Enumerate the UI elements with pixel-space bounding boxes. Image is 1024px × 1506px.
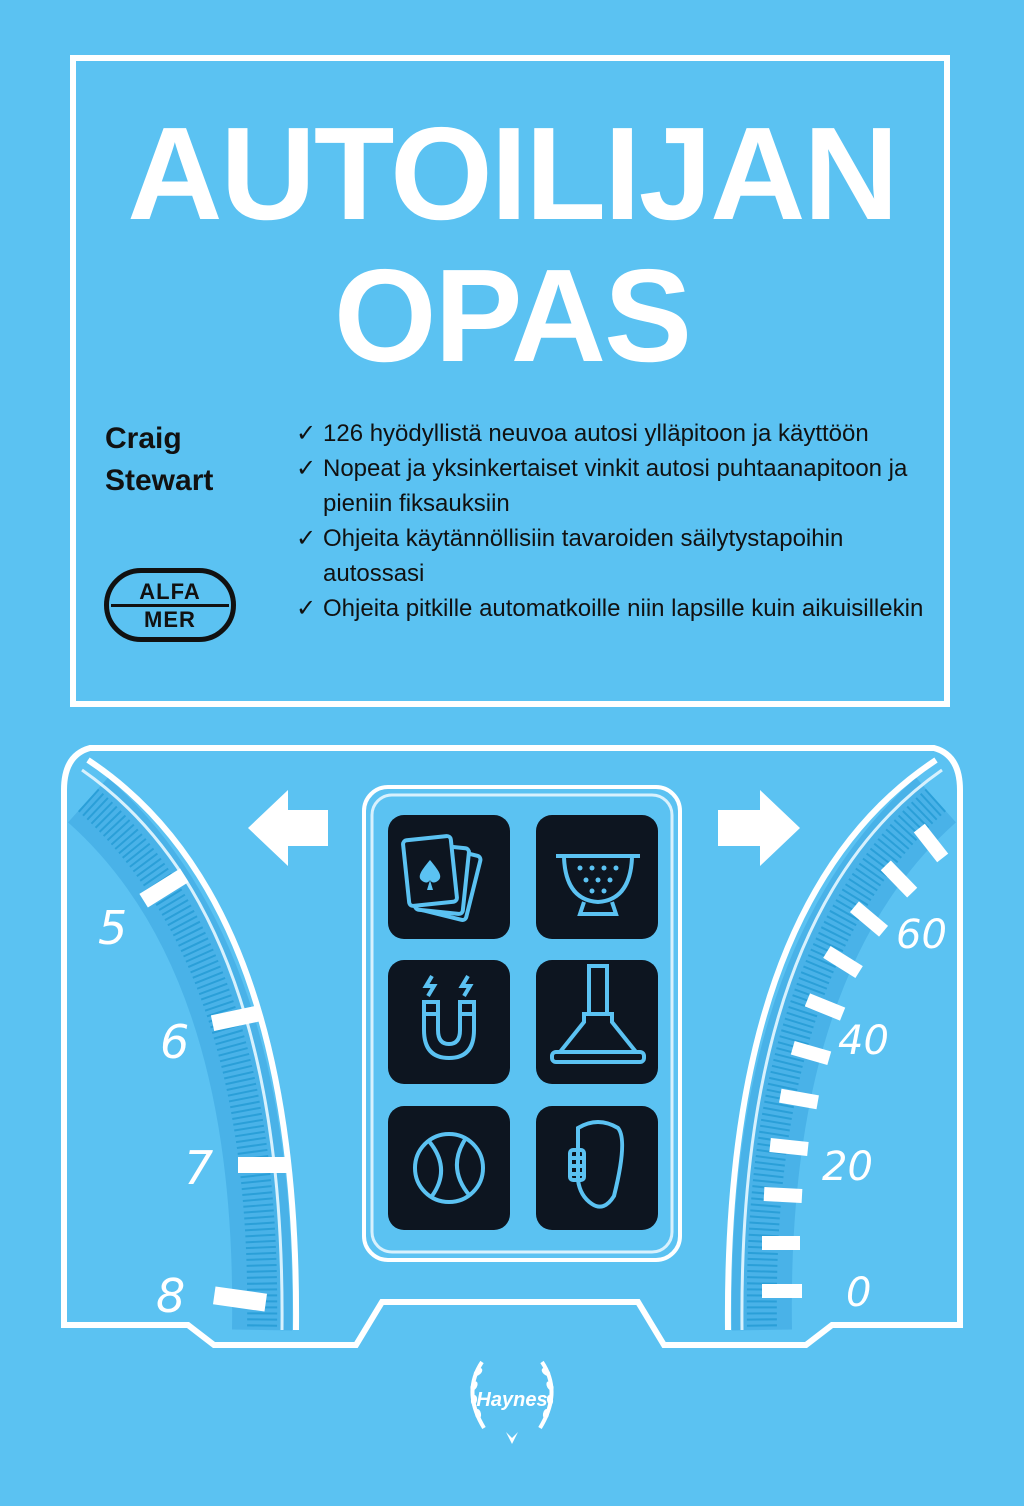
arrow-right-icon (718, 790, 800, 866)
feature-text: Ohjeita käytännöllisiin tavaroiden säilytystapoihin autossasi (323, 525, 844, 587)
author-last-name: Stewart (105, 464, 214, 497)
playing-cards-icon (403, 836, 482, 921)
publisher-logo-line1: ALFA (139, 578, 201, 604)
feature-text: 126 hyödyllistä neuvoa autosi ylläpitoon ja käyttöön (323, 420, 869, 447)
right-gauge-label: 20 (822, 1144, 873, 1190)
icon-tile (536, 815, 658, 939)
feature-text: Ohjeita pitkille automatkoille niin lapsille kuin aikuisillekin (323, 595, 924, 622)
title-line-2: OPAS (333, 242, 691, 389)
icon-tile (388, 960, 510, 1084)
left-gauge-label: 7 (184, 1141, 214, 1195)
title-line-1: AUTOILIJAN (127, 100, 897, 247)
icon-tile (536, 960, 658, 1084)
check-icon: ✓ (296, 455, 317, 482)
arrow-left-icon (248, 790, 328, 866)
check-icon: ✓ (296, 595, 317, 622)
left-gauge-label: 8 (156, 1269, 186, 1323)
right-major-tick (762, 1236, 800, 1250)
check-icon: ✓ (296, 525, 317, 552)
haynes-logo (469, 1362, 555, 1444)
right-gauge-label: 40 (838, 1018, 889, 1064)
right-major-tick (764, 1187, 803, 1203)
right-major-tick (762, 1284, 802, 1298)
left-gauge-label: 6 (160, 1015, 190, 1069)
author-first-name: Craig (105, 422, 182, 455)
icon-tile (388, 1106, 510, 1230)
feature-text: Nopeat ja yksinkertaiset vinkit autosi puhtaanapitoon ja pieniin fiksauksiin (323, 455, 908, 517)
check-icon: ✓ (296, 420, 317, 447)
left-gauge-label: 5 (98, 901, 128, 955)
left-major-tick (238, 1157, 288, 1173)
right-gauge-label: 0 (846, 1270, 872, 1316)
icon-tile (536, 1106, 658, 1230)
right-gauge-label: 60 (896, 912, 947, 958)
publisher-logo-line2: MER (144, 606, 196, 632)
haynes-logo-text: Haynes (476, 1389, 548, 1411)
